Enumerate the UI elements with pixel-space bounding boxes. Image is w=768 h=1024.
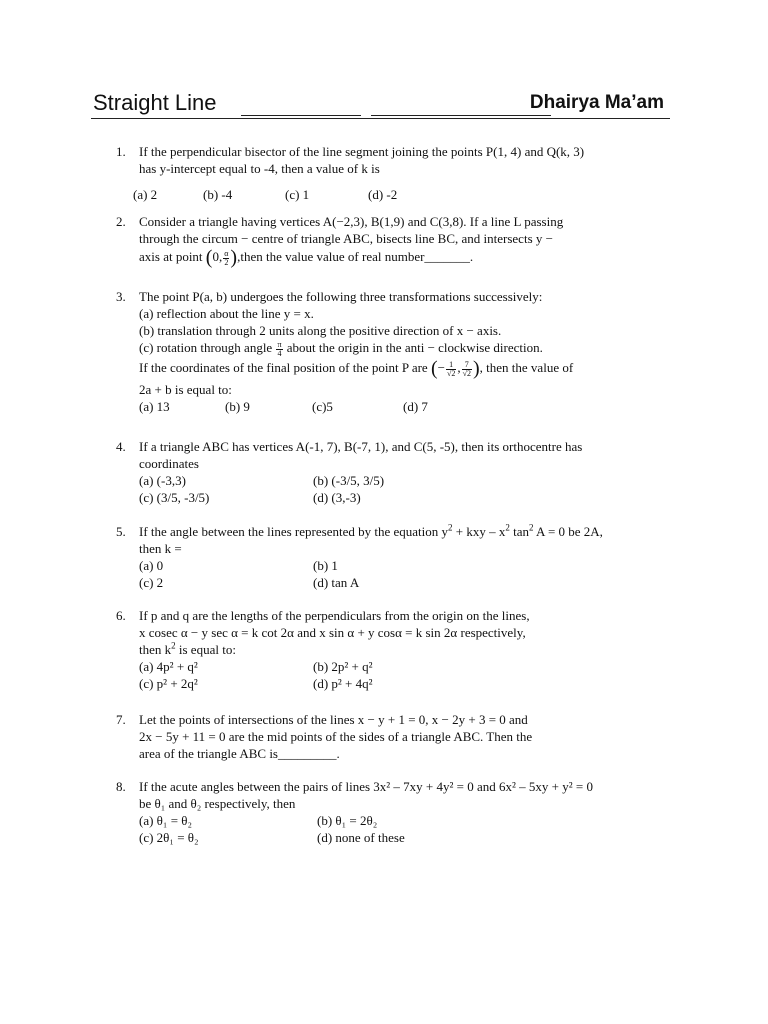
option-d: (d) 7 xyxy=(403,399,428,414)
question-text: If the acute angles between the pairs of lines 3x² – 7xy + 4y² = 0 and 6x² – 5xy + y² = 0 xyxy=(139,779,593,794)
option-a: (a) 0 xyxy=(139,558,164,573)
option-b: (b) -4 xyxy=(203,187,233,202)
question-text: If the coordinates of the final position of the point P are (− $\frac{1}{√2}$ , $\frac{7}{√2}$ ), then the value of xyxy=(139,357,574,380)
question-number: 3. xyxy=(116,289,126,304)
author-name: Dhairya Ma’am xyxy=(529,92,664,113)
option-b: (b) 1 xyxy=(313,558,338,573)
options-row xyxy=(139,812,679,829)
option-c: (c) p² + 2q² xyxy=(139,676,198,691)
question-text: Let the points of intersections of the lines x − y + 1 = 0, x − 2y + 3 = 0 and xyxy=(139,712,528,727)
question-text: Consider a triangle having vertices A(−2,3), B(1,9) and C(3,8). If a line L passing xyxy=(139,214,564,229)
question-text: coordinates xyxy=(139,456,199,471)
question-number: 4. xyxy=(116,439,126,454)
question-text: then $k^2$ is equal to: xyxy=(139,640,236,657)
title-underline xyxy=(371,115,551,116)
title-underline xyxy=(241,115,361,116)
question-text: If p and q are the lengths of the perpendiculars from the origin on the lines, xyxy=(139,608,530,623)
question-number: 7. xyxy=(116,712,126,727)
option-a: (a) 13 xyxy=(139,399,170,414)
question-text: through the circum − centre of triangle ABC, bisects line BC, and intersects y − xyxy=(139,231,553,246)
question-text: axis at point (0, $\frac{\alpha}{2}$ ),then the value value of real number_______. xyxy=(139,246,474,269)
options-row xyxy=(139,574,679,591)
option-d: (d) (3,-3) xyxy=(313,490,361,505)
question-text: (a) reflection about the line y = x. xyxy=(139,306,314,321)
question-text: has y-intercept equal to -4, then a value of k is xyxy=(139,161,380,176)
question-number: 1. xyxy=(116,144,126,159)
question-number: 8. xyxy=(116,779,126,794)
question-number: 6. xyxy=(116,608,126,623)
option-b: (b) 2p² + q² xyxy=(313,659,373,674)
question-text: If the angle between the lines represented by the equation $y^2$ + kxy – $x^2$ $\tan^2 A = 0$ be 2A, xyxy=(139,522,603,539)
options-row xyxy=(139,829,679,846)
option-b: (b) (-3/5, 3/5) xyxy=(313,473,385,488)
option-b: (b) 9 xyxy=(225,399,250,414)
options-row xyxy=(139,472,679,489)
option-d: (d) tan A xyxy=(313,575,360,590)
question-text: (b) translation through 2 units along the positive direction of x − axis. xyxy=(139,323,502,338)
question-number: 2. xyxy=(116,214,126,229)
question-text: be θ₁ and θ₂ respectively, then xyxy=(139,796,296,811)
question-text: If a triangle ABC has vertices A(-1, 7), B(-7, 1), and C(5, -5), then its orthocentre has xyxy=(139,439,583,454)
question-text: If the perpendicular bisector of the line segment joining the points P(1, 4) and Q(k, 3) xyxy=(139,144,585,159)
options-row xyxy=(133,186,673,203)
option-c: (c) (3/5, -3/5) xyxy=(139,490,210,505)
option-c: (c) 2θ₁ = θ₂ xyxy=(139,830,199,845)
page-title: Straight Line xyxy=(93,90,217,115)
question-text: (c) rotation through angle $\frac{\pi}{4}$ about the origin in the anti − clockwise direction. xyxy=(139,339,543,358)
option-a: (a) θ₁ = θ₂ xyxy=(139,813,193,828)
question-text: 2a + b is equal to: xyxy=(139,382,232,397)
option-c: (c)5 xyxy=(312,399,333,414)
options-row xyxy=(139,658,679,675)
option-a: (a) 4p² + q² xyxy=(139,659,198,674)
question-text: x cosec α − y sec α = k cot 2α and x sin α + y cosα = k sin 2α respectively, xyxy=(139,625,526,640)
options-row xyxy=(139,557,679,574)
option-a: (a) (-3,3) xyxy=(139,473,186,488)
question-text: The point P(a, b) undergoes the following three transformations successively: xyxy=(139,289,543,304)
option-c: (c) 1 xyxy=(285,187,310,202)
option-a: (a) 2 xyxy=(133,187,158,202)
question-number: 5. xyxy=(116,524,126,539)
option-d: (d) -2 xyxy=(368,187,398,202)
option-b: (b) θ₁ = 2θ₂ xyxy=(317,813,378,828)
option-d: (d) none of these xyxy=(317,830,405,845)
question-text: area of the triangle ABC is_________. xyxy=(139,746,340,761)
option-d: (d) p² + 4q² xyxy=(313,676,373,691)
options-row xyxy=(139,489,679,506)
question-text: then k = xyxy=(139,541,182,556)
options-row xyxy=(139,675,679,692)
option-c: (c) 2 xyxy=(139,575,164,590)
header xyxy=(91,88,670,119)
question-text: 2x − 5y + 11 = 0 are the mid points of the sides of a triangle ABC. Then the xyxy=(139,729,533,744)
options-row xyxy=(139,398,679,415)
